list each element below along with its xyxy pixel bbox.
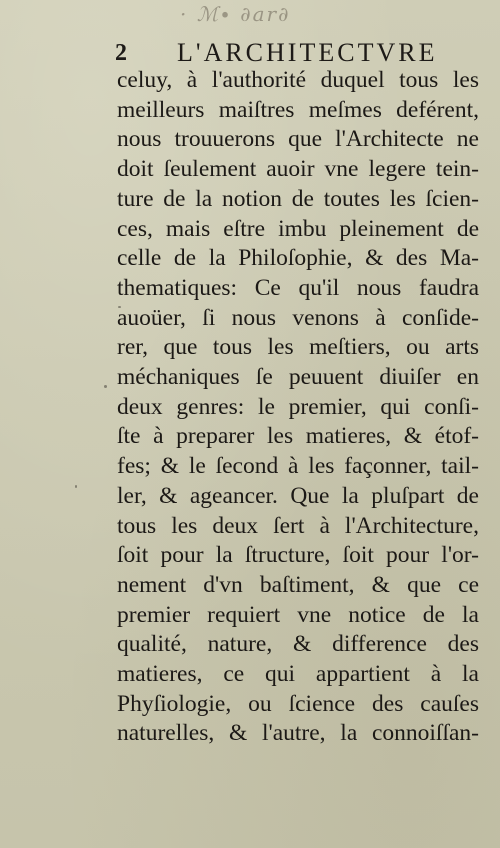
text-line: matieres, ce qui appartient à la xyxy=(117,661,479,688)
text-line: celle de la Philoſophie, & des Ma- xyxy=(117,245,479,272)
text-line: qualité, nature, & difference des xyxy=(117,631,479,658)
body-text xyxy=(117,66,479,749)
text-line: ces, mais eſtre imbu pleinement de xyxy=(117,215,479,242)
paper-speck xyxy=(118,306,121,308)
text-line: méchaniques ſe peuuent diuiſer en xyxy=(117,364,479,391)
text-line: ſoit pour la ſtructure, ſoit pour l'or- xyxy=(117,542,479,569)
text-line: ture de la notion de toutes les ſcien- xyxy=(117,185,479,212)
text-line: celuy, à l'authorité duquel tous les xyxy=(117,67,479,93)
text-line: thematiques: Ce qu'il nous faudra xyxy=(117,274,479,301)
text-line: ler, & ageancer. Que la pluſpart de xyxy=(117,482,479,509)
text-line: deux genres: le premier, qui conſi- xyxy=(117,393,479,420)
running-head: L'ARCHITECTVRE xyxy=(177,38,438,67)
text-line: doit ſeulement auoir vne legere tein- xyxy=(117,156,479,183)
paper-speck xyxy=(75,485,77,488)
text-line: rer, que tous les meſtiers, ou arts xyxy=(117,334,479,361)
text-line: tous les deux ſert à l'Architecture, xyxy=(117,512,479,539)
text-line: nement d'vn baſtiment, & que ce xyxy=(117,571,479,598)
text-line: nous trouuerons que l'Architecte ne xyxy=(117,126,479,153)
text-line: Phyſiologie, ou ſcience des cauſes xyxy=(117,690,479,717)
text-line: fes; & le ſecond à les façonner, tail- xyxy=(117,453,479,480)
handwritten-inscription: · ℳ∙ ∂ar∂ xyxy=(180,2,291,26)
page-number: 2 xyxy=(115,40,127,66)
text-line: naturelles, & l'autre, la connoiſſan- xyxy=(117,720,479,747)
text-line: auoüer, ſi nous venons à conſide- xyxy=(117,304,479,331)
text-line: premier requiert vne notice de la xyxy=(117,601,479,628)
text-line: meilleurs maiſtres meſmes deférent, xyxy=(117,96,479,123)
paper-speck xyxy=(104,385,107,388)
text-line: ſte à preparer les matieres, & étof- xyxy=(117,423,479,450)
